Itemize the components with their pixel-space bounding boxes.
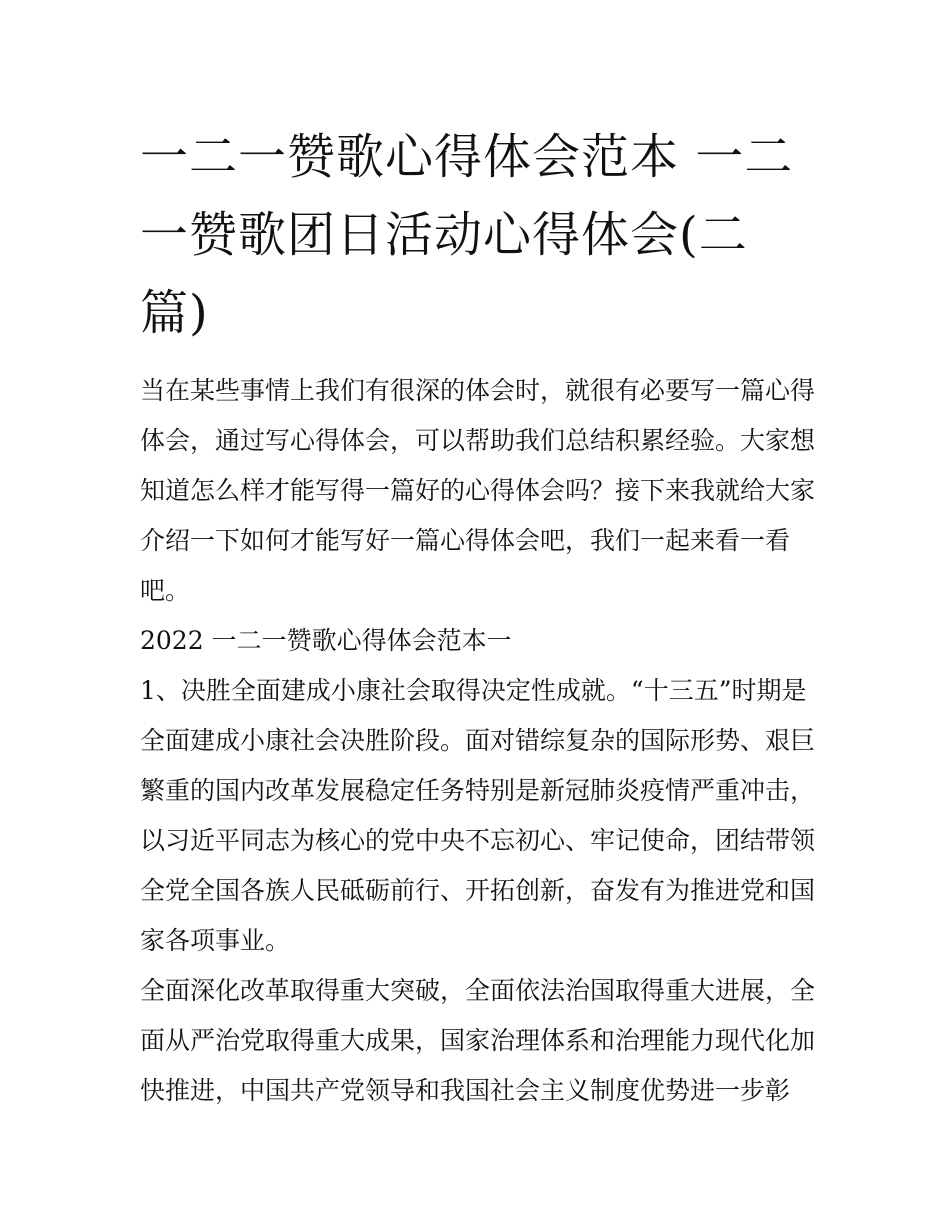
text-line: 体会，通过写心得体会，可以帮助我们总结积累经验。大家想 bbox=[140, 426, 816, 455]
paragraph-1 bbox=[140, 666, 816, 966]
text-line: 介绍一下如何才能写好一篇心得体会吧，我们一起来看一看 bbox=[140, 526, 791, 555]
text-line: 全面深化改革取得重大突破，全面依法治国取得重大进展，全 bbox=[140, 976, 816, 1005]
title-line: 一二一赞歌心得体会范本 一二 bbox=[140, 129, 794, 185]
text-line: 吧。 bbox=[140, 576, 191, 605]
text-line: 全面建成小康社会决胜阶段。面对错综复杂的国际形势、艰巨 bbox=[140, 726, 816, 755]
text-line: 知道怎么样才能写得一篇好的心得体会吗？接下来我就给大家 bbox=[140, 476, 816, 505]
text-line: 快推进，中国共产党领导和我国社会主义制度优势进一步彰 bbox=[140, 1076, 791, 1105]
document-body bbox=[140, 366, 816, 1116]
text-line: 繁重的国内改革发展稳定任务特别是新冠肺炎疫情严重冲击， bbox=[140, 776, 816, 805]
paragraph-2 bbox=[140, 966, 816, 1116]
text-line: 1、决胜全面建成小康社会取得决定性成就。“十三五”时期是 bbox=[140, 676, 807, 705]
text-line: 当在某些事情上我们有很深的体会时，就很有必要写一篇心得 bbox=[140, 376, 816, 405]
title-line: 一赞歌团日活动心得体会(二 bbox=[140, 207, 748, 263]
text-line: 以习近平同志为核心的党中央不忘初心、牢记使命，团结带领 bbox=[140, 826, 816, 855]
text-line: 家各项事业。 bbox=[140, 926, 291, 955]
intro-paragraph bbox=[140, 366, 816, 616]
title-line: 篇) bbox=[140, 285, 209, 341]
document-title bbox=[140, 118, 816, 352]
text-line: 面从严治党取得重大成果，国家治理体系和治理能力现代化加 bbox=[140, 1026, 816, 1055]
section-heading: 2022 一二一赞歌心得体会范本一 bbox=[140, 626, 512, 655]
text-line: 全党全国各族人民砥砺前行、开拓创新，奋发有为推进党和国 bbox=[140, 876, 816, 905]
document-page bbox=[140, 118, 816, 1116]
